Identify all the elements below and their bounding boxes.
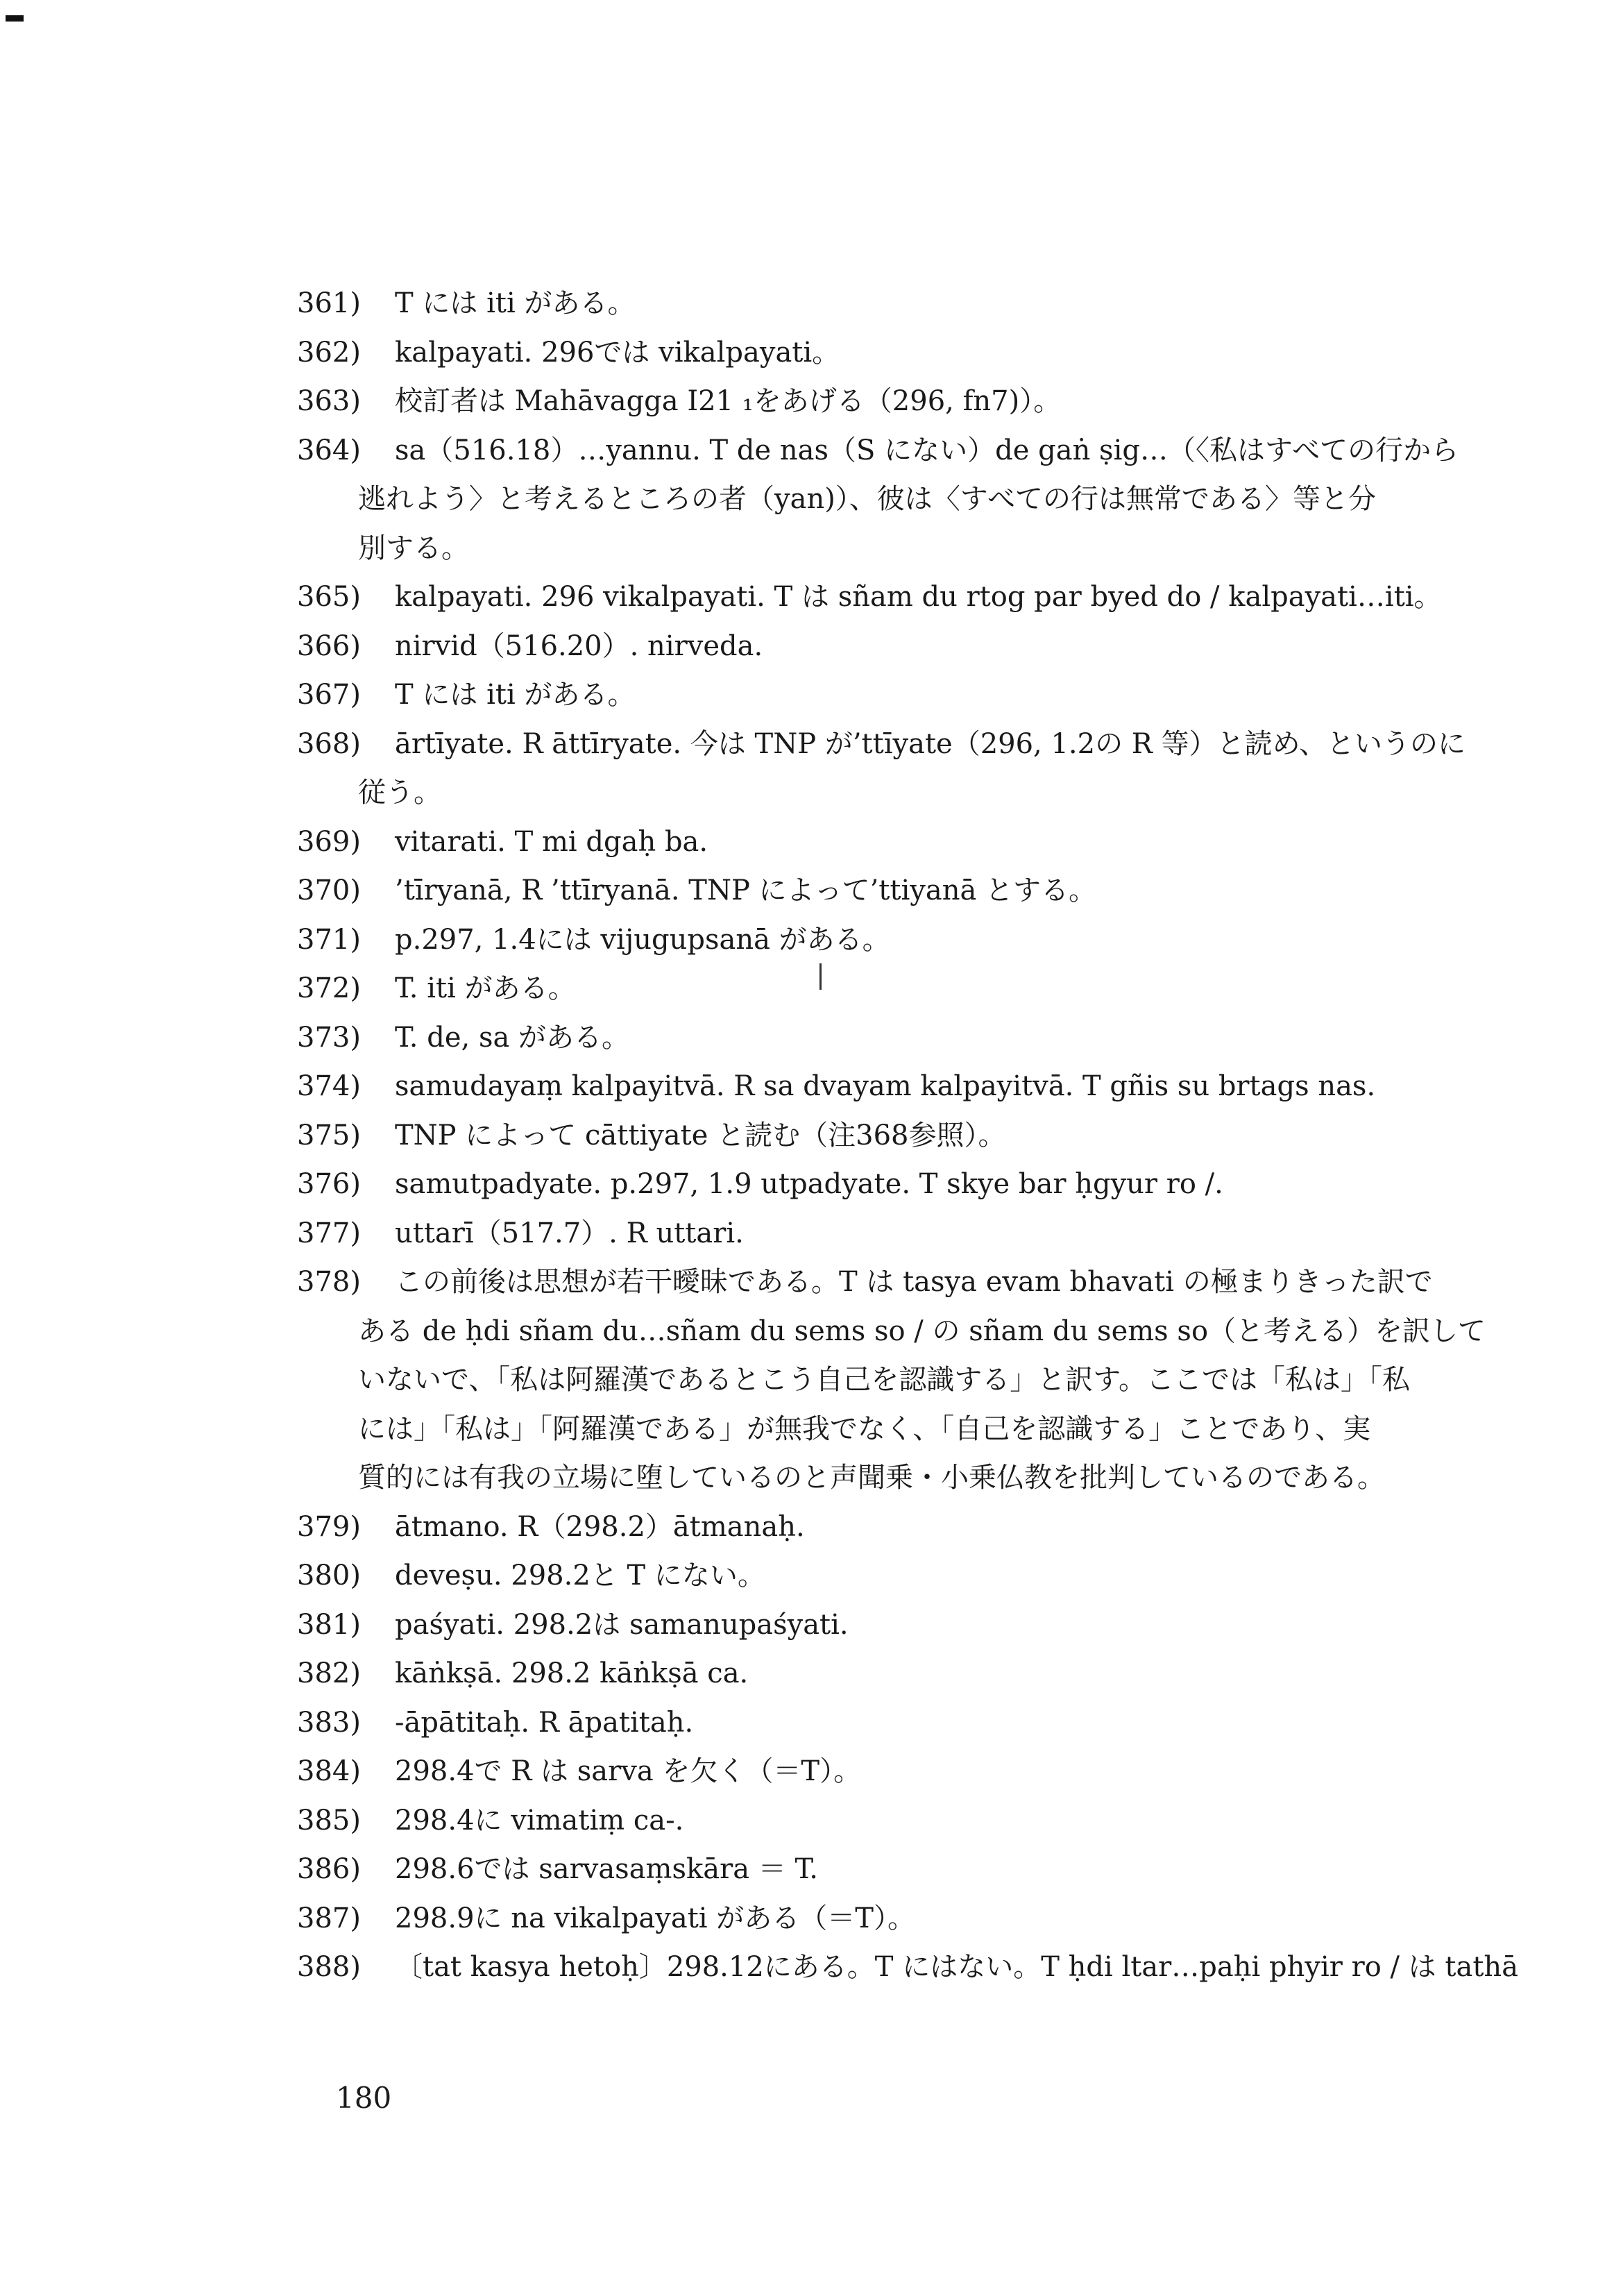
page-number: 180 <box>336 2081 392 2115</box>
footnote <box>297 279 1477 328</box>
footnote-text-line: この前後は思想が若干曖昧である。T は tasya evam bhavati の極まりきった訳で <box>395 1266 1433 1298</box>
footnote-text-line: paśyati. 298.2は samanupaśyati. <box>395 1608 849 1641</box>
footnote-text-line: kāṅkṣā. 298.2 kāṅkṣā ca. <box>395 1657 749 1689</box>
footnote-text-line: T. de, sa がある。 <box>395 1021 630 1054</box>
footnote <box>297 377 1477 426</box>
footnote-text-line: 298.6では sarvasaṃskāra ＝ T. <box>395 1853 818 1885</box>
footnote-number: 379) <box>297 1510 361 1543</box>
footnote-text-line: ātmano. R（298.2）ātmanaḥ. <box>395 1510 805 1543</box>
footnote-text-line: uttarī（517.7）. R uttari. <box>395 1217 744 1249</box>
scan-mark <box>6 15 24 22</box>
footnote-text-line: 〔tat kasya hetoḥ〕298.12にある。T にはない。T ḥdi ltar…paḥi phyir ro / は tathā <box>395 1951 1519 1983</box>
footnote-number: 386) <box>297 1853 361 1885</box>
footnote-text-line: samudayaṃ kalpayitvā. R sa dvayam kalpayitvā. T gñis su brtags nas. <box>395 1070 1376 1102</box>
footnote-text-line: deveṣu. 298.2と T にない。 <box>395 1560 765 1592</box>
footnote-number: 371) <box>297 923 361 956</box>
footnote <box>297 1943 1519 1992</box>
footnote <box>297 1503 1477 1552</box>
footnote-number: 384) <box>297 1755 361 1787</box>
footnote-text-line: いないで、「私は阿羅漢であるとこう自己を認識する」と訳す。ここでは「私は」「私 <box>358 1364 1410 1396</box>
footnote-number: 382) <box>297 1657 361 1689</box>
footnote <box>297 1209 1477 1258</box>
footnote-text-line: T. iti がある。 <box>395 972 576 1004</box>
footnote-number: 365) <box>297 581 361 613</box>
footnote <box>297 1160 1477 1209</box>
footnote-number: 387) <box>297 1902 361 1934</box>
footnote-text-line: 298.4で R は sarva を欠く（＝T）。 <box>395 1755 862 1787</box>
footnote <box>297 573 1477 622</box>
footnote <box>297 1649 1477 1698</box>
footnote-number: 374) <box>297 1070 361 1102</box>
footnote <box>297 720 1477 818</box>
footnote-text-line: kalpayati. 296 vikalpayati. T は sñam du rtog par byed do / kalpayati…iti。 <box>395 581 1442 613</box>
footnote <box>297 328 1477 378</box>
footnote-number: 380) <box>297 1560 361 1592</box>
footnote-text-line: vitarati. T mi dgaḥ ba. <box>395 825 708 858</box>
footnote-text-line: ’tīryanā, R ’ttīryanā. TNP によって’ttiyanā とする。 <box>395 875 1097 906</box>
footnote-number: 363) <box>297 385 361 417</box>
footnote-text-line: 校訂者は Mahāvagga Ⅰ21 ₁をあげる（296, fn7)）。 <box>395 385 1062 417</box>
footnote <box>297 1551 1477 1601</box>
footnote-number: 361) <box>297 287 361 319</box>
footnote-text-line: 逃れよう〉と考えるところの者（yan)）、彼は〈すべての行は無常である〉等と分 <box>358 483 1377 515</box>
footnote-number: 381) <box>297 1608 361 1641</box>
footnote-text-line: TNP によって cāttiyate と読む（注368参照）。 <box>395 1119 1006 1151</box>
footnote-number: 376) <box>297 1168 361 1200</box>
footnote <box>297 964 1477 1013</box>
footnote <box>297 915 1477 965</box>
footnote-text-line: には」「私は」「阿羅漢である」が無我でなく、「自己を認識する」ことであり、実 <box>358 1412 1371 1445</box>
footnotes-list <box>297 279 1519 1992</box>
footnote <box>297 1062 1477 1111</box>
footnote-number: 362) <box>297 336 361 369</box>
footnote <box>297 1698 1477 1748</box>
footnote-number: 369) <box>297 825 361 858</box>
footnote-text-line: ある de ḥdi sñam du…sñam du sems so / の sñam du sems so（と考える）を訳して <box>358 1315 1486 1347</box>
footnote-text-line: 従う。 <box>358 777 441 809</box>
footnote-number: 364) <box>297 434 361 466</box>
footnote-text-line: ārtīyate. R āttīryate. 今は TNP が’ttīyate（296, 1.2の R 等）と読め、というのに <box>395 727 1466 760</box>
footnote-number: 368) <box>297 727 361 760</box>
footnote-text-line: samutpadyate. p.297, 1.9 utpadyate. T skye bar ḥgyur ro /. <box>395 1168 1223 1200</box>
footnote-number: 373) <box>297 1021 361 1054</box>
footnote <box>297 1013 1477 1063</box>
footnote-number: 383) <box>297 1706 361 1739</box>
footnote <box>297 1845 1477 1894</box>
footnote-text-line: 別する。 <box>358 532 469 564</box>
footnote-text-line: T には iti がある。 <box>395 287 636 319</box>
footnote-number: 375) <box>297 1119 361 1151</box>
footnote-number: 378) <box>297 1266 361 1298</box>
footnote-number: 385) <box>297 1804 361 1837</box>
footnote-text-line: 298.9に na vikalpayati がある（＝T）。 <box>395 1902 915 1934</box>
footnote-text-line: 298.4に vimatiṃ ca-. <box>395 1804 684 1837</box>
footnote-text-line: sa（516.18）…yannu. T de nas（S にない）de gaṅ ṣig…（〈私はすべての行から <box>395 434 1459 466</box>
footnote <box>297 670 1477 720</box>
footnote-number: 388) <box>297 1951 361 1983</box>
footnote <box>297 622 1477 671</box>
footnote <box>297 818 1477 867</box>
footnote-text-line: kalpayati. 296では vikalpayati。 <box>395 336 840 369</box>
footnote-text-line: nirvid（516.20）. nirveda. <box>395 630 763 662</box>
footnote <box>297 1747 1477 1796</box>
footnote-number: 370) <box>297 875 361 906</box>
footnote <box>297 426 1477 573</box>
footnote-number: 367) <box>297 679 361 711</box>
footnote-text-line: -āpātitaḥ. R āpatitaḥ. <box>395 1706 694 1739</box>
footnote-text-line: T には iti がある。 <box>395 679 636 711</box>
footnote <box>297 1894 1477 1943</box>
footnote-number: 366) <box>297 630 361 662</box>
footnote-number: 372) <box>297 972 361 1004</box>
footnote <box>297 1111 1477 1160</box>
footnote-text-line: 質的には有我の立場に堕しているのと声聞乗・小乗仏教を批判しているのである。 <box>358 1462 1385 1494</box>
footnote <box>297 1601 1477 1650</box>
footnote <box>297 1796 1477 1846</box>
footnote <box>297 1258 1486 1503</box>
footnote-number: 377) <box>297 1217 361 1249</box>
footnote-text-line: p.297, 1.4には vijugupsanā がある。 <box>395 923 890 956</box>
footnote <box>297 866 1477 915</box>
